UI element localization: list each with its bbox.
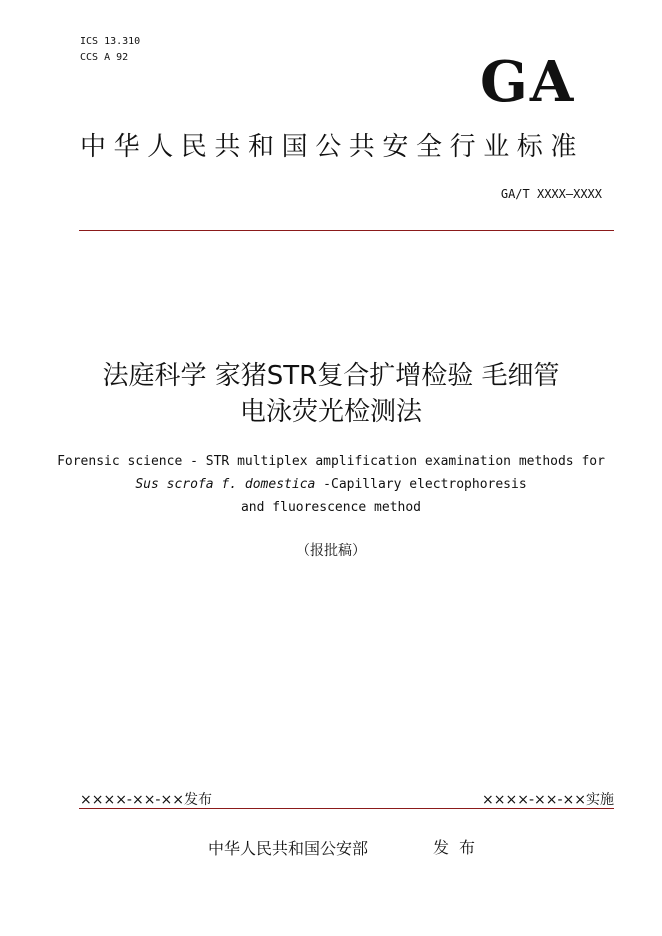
ga-logo: GA	[480, 49, 576, 115]
header-divider	[79, 230, 614, 231]
draft-status: （报批稿）	[296, 543, 366, 559]
ics-code: ICS 13.310	[80, 36, 141, 47]
footer-divider	[79, 808, 614, 809]
publisher: 中华人民共和国公安部	[208, 839, 369, 858]
industry-standard-title: 中华人民共和国公共安全行业标准	[80, 132, 585, 162]
title-en-line3: and fluorescence method	[240, 500, 421, 515]
species-name: Sus scrofa f. domestica	[135, 477, 316, 492]
title-en-line2-rest: -Capillary electrophoresis	[315, 477, 527, 492]
title-zh-line1: 法庭科学 家猪STR复合扩增检验 毛细管	[102, 361, 560, 391]
title-zh-line2: 电泳荧光检测法	[239, 397, 422, 427]
issue-date: ××××-××-××发布	[80, 792, 212, 808]
title-en-line2	[0, 477, 662, 492]
standard-number: GA/T XXXX—XXXX	[500, 187, 602, 201]
implementation-date: ××××-××-××实施	[482, 792, 614, 808]
title-en-line1: Forensic science - STR multiplex amplification examination methods for	[57, 454, 605, 469]
ccs-code: CCS A 92	[80, 52, 129, 63]
classification-codes	[80, 34, 140, 66]
publish-label: 发布	[433, 838, 486, 857]
